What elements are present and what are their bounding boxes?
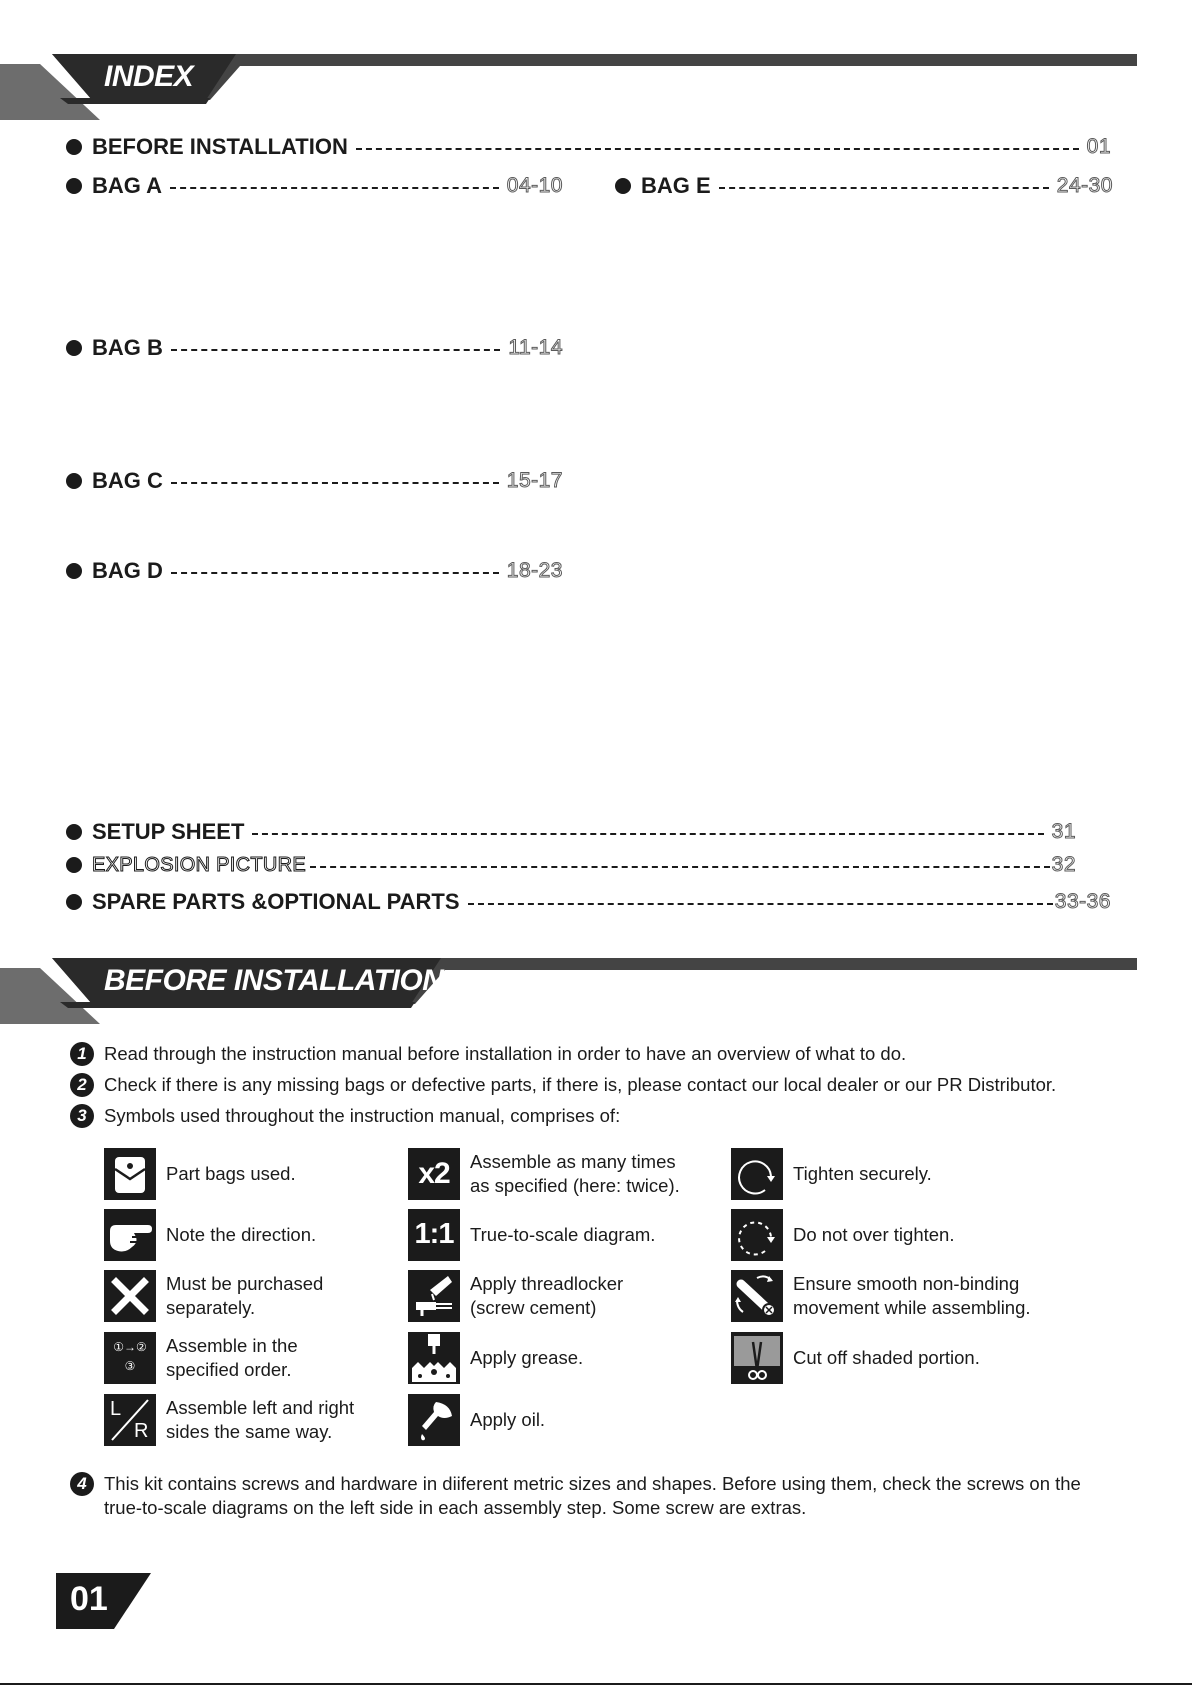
index-label: SETUP SHEET bbox=[92, 819, 245, 844]
index-label: BAG D bbox=[92, 558, 163, 583]
pointing-hand-icon bbox=[104, 1209, 156, 1261]
index-title: INDEX bbox=[104, 60, 194, 93]
page-ref: 11-14 bbox=[508, 336, 563, 359]
note-1 bbox=[70, 1042, 1110, 1066]
number-badge: 4 bbox=[70, 1472, 94, 1496]
note-text: Read through the instruction manual before installation in order to have an overview of what to do. bbox=[104, 1043, 907, 1064]
index-label: EXPLOSION PICTURE bbox=[92, 853, 307, 876]
index-row-spare-parts[interactable] bbox=[66, 889, 1111, 915]
dash-leader bbox=[171, 482, 499, 484]
symbol-text: Assemble in the specified order. bbox=[166, 1335, 298, 1380]
number-badge: 3 bbox=[70, 1104, 94, 1128]
page-ref: 15-17 bbox=[506, 469, 563, 492]
page-ref: 33-36 bbox=[1054, 890, 1111, 913]
symbol-part-bags bbox=[104, 1145, 404, 1201]
symbol-specified-order bbox=[104, 1329, 404, 1385]
symbol-grease bbox=[408, 1329, 708, 1385]
page-ref: 24-30 bbox=[1056, 174, 1113, 197]
symbol-left-right bbox=[104, 1391, 404, 1447]
bullet bbox=[615, 178, 631, 194]
bullet bbox=[66, 563, 82, 579]
symbol-no-over-tighten bbox=[731, 1206, 1031, 1262]
cut-shaded-icon bbox=[731, 1332, 783, 1384]
right-letter: R bbox=[134, 1420, 149, 1442]
index-label: BEFORE INSTALLATION bbox=[92, 134, 348, 159]
number-badge: 2 bbox=[70, 1073, 94, 1097]
note-3 bbox=[70, 1104, 1110, 1128]
page-ref: 31 bbox=[1051, 820, 1076, 843]
index-label: BAG B bbox=[92, 335, 163, 360]
order-sequence-icon bbox=[104, 1332, 156, 1384]
tighten-icon bbox=[731, 1148, 783, 1200]
left-right-icon bbox=[104, 1394, 156, 1446]
symbol-text: True-to-scale diagram. bbox=[470, 1224, 656, 1245]
index-row-bag-d[interactable] bbox=[66, 558, 563, 584]
symbol-text: Tighten securely. bbox=[793, 1163, 932, 1184]
index-label: BAG E bbox=[641, 173, 711, 198]
scale-icon bbox=[408, 1209, 460, 1261]
index-label: BAG C bbox=[92, 468, 163, 493]
times-two-icon bbox=[408, 1148, 460, 1200]
order-sequence-glyphs: ①→② ③ bbox=[113, 1340, 147, 1373]
symbol-cut-off bbox=[731, 1329, 1031, 1385]
bullet bbox=[66, 857, 82, 873]
symbol-purchased-separately bbox=[104, 1267, 404, 1323]
threadlocker-icon bbox=[408, 1270, 460, 1322]
index-label: SPARE PARTS &OPTIONAL PARTS bbox=[92, 889, 460, 914]
scale-glyph: 1:1 bbox=[414, 1218, 454, 1250]
symbol-text: Apply oil. bbox=[470, 1409, 546, 1430]
symbol-text: Assemble as many times as specified (here: twice). bbox=[470, 1151, 680, 1196]
smooth-movement-icon bbox=[731, 1270, 783, 1322]
symbol-text: Ensure smooth non-binding movement while assembling. bbox=[793, 1273, 1031, 1318]
bullet bbox=[66, 139, 82, 155]
before-installation-title: BEFORE INSTALLATION bbox=[104, 964, 444, 997]
symbol-text: Part bags used. bbox=[166, 1163, 296, 1184]
symbol-tighten bbox=[731, 1145, 1031, 1201]
index-section-header bbox=[0, 52, 1192, 128]
symbol-times bbox=[408, 1145, 708, 1201]
dash-leader bbox=[310, 866, 1050, 868]
bullet bbox=[66, 824, 82, 840]
dash-leader bbox=[170, 187, 499, 189]
dash-leader bbox=[171, 572, 499, 574]
note-text: Symbols used throughout the instruction manual, comprises of: bbox=[104, 1105, 621, 1126]
symbol-oil bbox=[408, 1391, 708, 1447]
dash-leader bbox=[171, 349, 500, 351]
symbol-text: Apply threadlocker (screw cement) bbox=[470, 1273, 624, 1318]
oil-icon bbox=[408, 1394, 460, 1446]
index-row-setup-sheet[interactable] bbox=[66, 819, 1076, 845]
index-row-before-installation[interactable] bbox=[66, 134, 1111, 160]
grease-icon bbox=[408, 1332, 460, 1384]
symbol-text: Note the direction. bbox=[166, 1224, 317, 1245]
left-letter: L bbox=[110, 1398, 122, 1420]
symbol-text: Must be purchased separately. bbox=[166, 1273, 324, 1318]
symbol-true-scale bbox=[408, 1206, 708, 1262]
symbol-text: Apply grease. bbox=[470, 1347, 584, 1368]
page-ref: 32 bbox=[1051, 853, 1076, 876]
dash-leader bbox=[356, 148, 1079, 150]
page-ref: 04-10 bbox=[506, 174, 563, 197]
bullet bbox=[66, 340, 82, 356]
note-4 bbox=[70, 1472, 1110, 1520]
dash-leader bbox=[719, 187, 1049, 189]
index-row-bag-b[interactable] bbox=[66, 335, 563, 361]
before-installation-section-header bbox=[0, 956, 1192, 1032]
page-ref: 18-23 bbox=[506, 559, 563, 582]
symbol-note-direction bbox=[104, 1206, 404, 1262]
note-2 bbox=[70, 1073, 1110, 1097]
index-row-explosion-picture[interactable] bbox=[66, 852, 1076, 878]
symbol-text: Assemble left and right sides the same way. bbox=[166, 1397, 355, 1442]
index-row-bag-c[interactable] bbox=[66, 468, 563, 494]
page-ref: 01 bbox=[1086, 135, 1111, 158]
page-number: 01 bbox=[70, 1580, 108, 1618]
bullet bbox=[66, 473, 82, 489]
index-row-bag-e[interactable] bbox=[615, 173, 1113, 199]
symbol-threadlocker bbox=[408, 1267, 708, 1323]
no-over-tighten-icon bbox=[731, 1209, 783, 1261]
dash-leader bbox=[252, 833, 1043, 835]
bullet bbox=[66, 178, 82, 194]
number-badge: 1 bbox=[70, 1042, 94, 1066]
times-glyph: x2 bbox=[418, 1157, 450, 1190]
dash-leader bbox=[468, 903, 1053, 905]
symbol-smooth-movement bbox=[731, 1267, 1031, 1323]
symbol-text: Cut off shaded portion. bbox=[793, 1347, 980, 1368]
note-text: This kit contains screws and hardware in diiferent metric sizes and shapes. Before using them, check the screws on the true-to-scale diagrams on the left side in each assembly step. Some screw are extras. bbox=[104, 1473, 1081, 1518]
part-bag-icon bbox=[104, 1148, 156, 1200]
symbol-text: Do not over tighten. bbox=[793, 1224, 955, 1245]
index-label: BAG A bbox=[92, 173, 163, 198]
index-row-bag-a[interactable] bbox=[66, 173, 563, 199]
note-text: Check if there is any missing bags or defective parts, if there is, please contact our local dealer or our PR Distributor. bbox=[104, 1074, 1057, 1095]
cross-icon bbox=[104, 1270, 156, 1322]
bullet bbox=[66, 894, 82, 910]
